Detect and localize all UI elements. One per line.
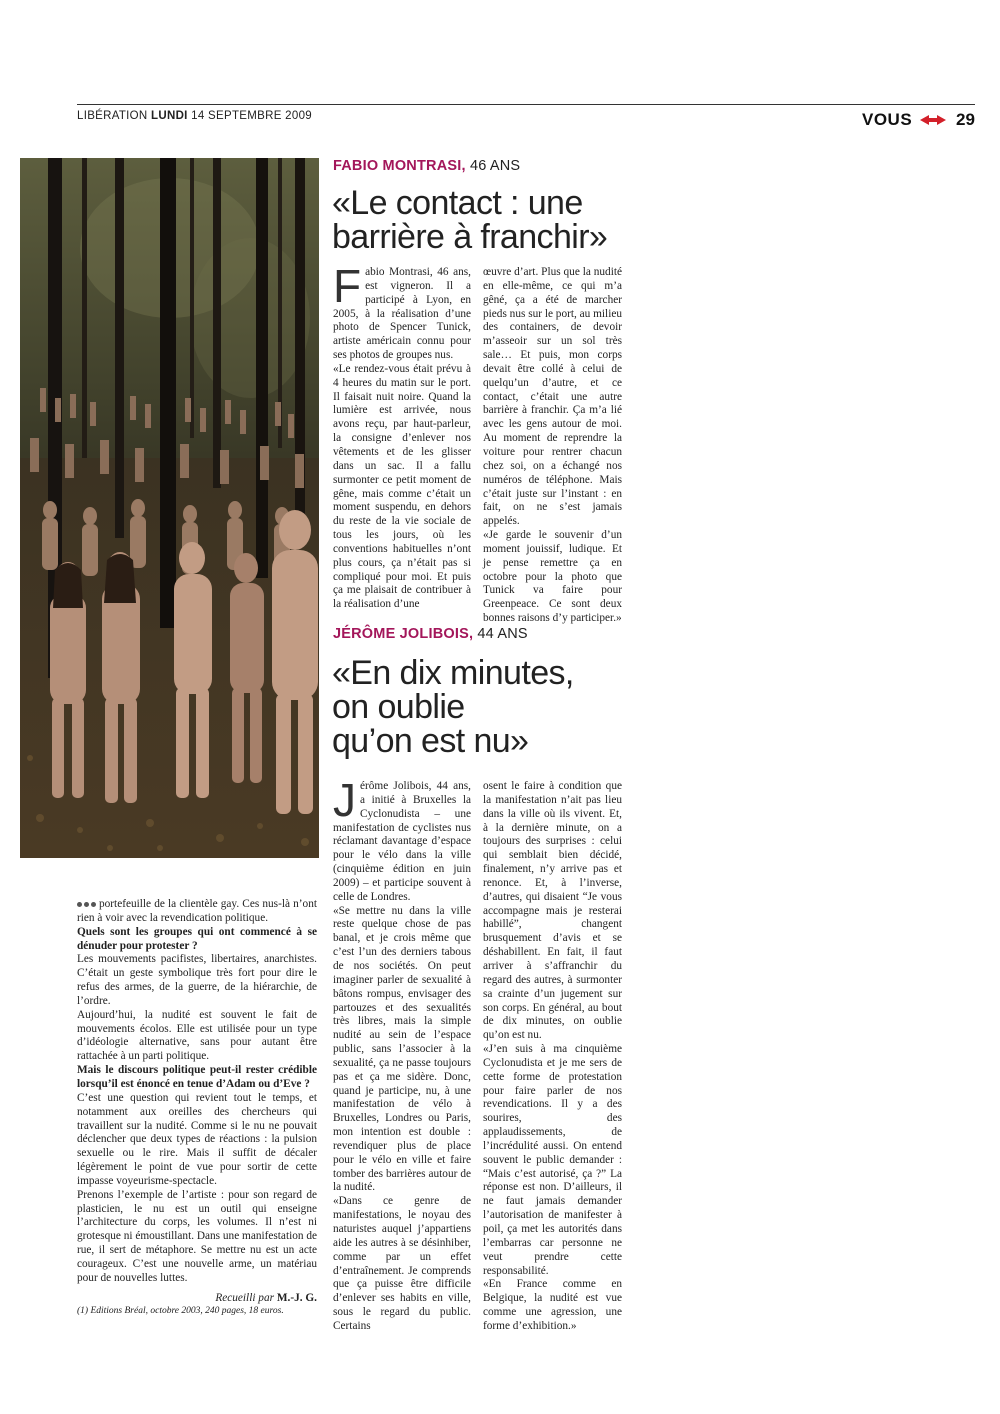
headline-line: on oublie (332, 688, 465, 726)
headline-line: «Le contact : une (332, 184, 583, 222)
answer: Les mouvements pacifistes, libertaires, anarchistes. C’était un geste symbolique très fort pour dire le refus des armes, de la guerre, de la hiérarchie, de l’ordre. (77, 953, 317, 1007)
signature (77, 1292, 317, 1306)
article2-column2 (483, 780, 622, 1334)
paper-name: LIBÉRATION (77, 110, 148, 122)
paragraph: «Le rendez-vous était prévu à 4 heures du matin sur le port. Il faisait nuit noire. Quand la lumière est arrivée, nous avons reçu, par haut-parleur, la consigne d’enlever nos vêtements et de les glisser dans un sac. Il a fallu surmonter ce petit moment de gêne, mais comme c’était un moment suspendu, en dehors du reste de la vie sociale de tous les jours, où les conventions habituelles n’ont plus cours, ça n’était pas si compliqué pour moi. Et puis ça me plaisait de contribuer à la réalisation d’une (333, 362, 471, 611)
byline-fabio (333, 158, 520, 174)
headline-line: barrière à franchir» (332, 218, 608, 256)
signature-name: M.-J. G. (276, 1291, 317, 1304)
masthead (77, 110, 312, 122)
article2-column1 (333, 774, 471, 1334)
byline-jerome (333, 626, 528, 642)
dropcap: J (333, 774, 356, 826)
paragraph: portefeuille de la clientèle gay. Ces nus-là n’ont rien à voir avec la revendication politique. (77, 898, 317, 924)
section-arrow-icon (920, 114, 946, 126)
header-rule (77, 104, 975, 105)
dropcap: F (333, 260, 362, 312)
section-label: VOUS (862, 110, 913, 129)
continuation-dots-icon (77, 898, 99, 912)
signature-prefix: Recueilli par (215, 1291, 274, 1304)
paragraph: «Se mettre nu dans la ville reste quelque chose de pas banal, et je crois même que c’est l’un des derniers tabous de nos sociétés. On peut imaginer parler de sexualité à bâtons rompus, envisager des partouzes et des sexualités très libres, mais la simple nudité au sein de l’espace public, sans l’associer à la sexualité, ça ne passe toujours pas et ça me sidère. Donc, quand je participe, nu, à une manifestation de vélo à Bruxelles, Londres ou Paris, mon intention est double : revendiquer plus de place pour le vélo en ville et faire tomber des barrières autour de la nudité. (333, 904, 471, 1194)
paragraph: «Je garde le souvenir d’un moment jouissif, ludique. Et je pense remettre ça en octobre pour la photo que Tunick va faire pour Greenpeace. Ce sont deux bonnes raisons d’y participer.» (483, 529, 622, 625)
answer: C’est une question qui revient tout le temps, et notamment aux oreilles des chercheurs qui travaillent sur la nudité. Comme si le nu ne pouvait déclencher que deux types de réactions : la pulsion sexuelle ou le rire. Mais il suffit de décaler légèrement le point de vue pour sortir de cette impasse voyeurisme-spectacle. (77, 1091, 317, 1187)
headline-line: «En dix minutes, (332, 654, 574, 692)
forest-nude-group-photo (20, 158, 319, 858)
byline-name: FABIO MONTRASI, (333, 158, 466, 174)
headline-jerome (332, 656, 574, 758)
byline-age: 46 ANS (469, 158, 521, 174)
issue-day: LUNDI (151, 110, 188, 122)
question: Mais le discours politique peut-il rester crédible lorsqu’il est énoncé en tenue d’Adam ou d’Eve ? (77, 1064, 317, 1090)
photo-illustration (20, 158, 319, 858)
paragraph: érôme Jolibois, 44 ans, a initié à Bruxelles la Cyclonudista – une manifestation de cyclistes nus réclamant davantage d’espace pour le vélo dans la ville (cinquième édition en juin 2009) – et participe souvent à celle de Londres. (333, 780, 471, 903)
page-number: 29 (956, 110, 975, 129)
article1-column2 (483, 266, 622, 626)
answer: Aujourd’hui, la nudité est souvent le fait de mouvements écolos. Elle est utilisée pour un type d’idéologie alternative, sans pour autant être rattachée à un parti politique. (77, 1008, 317, 1063)
paragraph: «Dans ce genre de manifestations, le noyau des naturistes auquel j’appartiens aide les autres à se désinhiber, comme par un effet d’entraînement. Je comprends que ça puisse être difficile d’enlever ses habits en ville, sous le regard du public. Certains (333, 1195, 471, 1332)
paragraph: abio Montrasi, 46 ans, est vigneron. Il a participé à Lyon, en 2005, à la réalisation d’une photo de Spencer Tunick, artiste américain connu pour ses photos de groupes nus. (333, 266, 471, 362)
paragraph: «J’en suis à ma cinquième Cyclonudista et je me sers de cette forme de protestation pour faire parler de nos revendications. Il y a des sourires, des applaudissements, de l’incrédulité aussi. On entend souvent le public demander : “Mais c’est autorisé, ça ?” La réponse est non. D’ailleurs, il ne faut jamais demander l’autorisation de manifester à poil, ça met les autorités dans l’embarras car personne ne veut prendre cette responsabilité. (483, 1043, 622, 1277)
byline-name: JÉRÔME JOLIBOIS, (333, 626, 474, 642)
headline-line: qu’on est nu» (332, 722, 529, 760)
paragraph: osent le faire à condition que la manifestation n’ait pas lieu dans la ville où ils vivent. Et, à la dernière minute, on a toujours des surprises : celui qui semblait bien décidé, finalement, n’y arrive pas et renonce. Et, à l’inverse, d’autres, qui disaient “Je vous accompagne mais je resterai habillé”, changent brusquement d’avis et se déshabillent. En fait, il faut arriver à s’affranchir du regard des autres, à surmonter sa crainte d’un jugement sur son corps. En général, au bout de dix minutes, on oublie qu’on est nu. (483, 780, 622, 1042)
footnote: (1) Editions Bréal, octobre 2003, 240 pages, 18 euros. (77, 1306, 284, 1317)
question: Quels sont les groupes qui ont commencé à se dénuder pour protester ? (77, 925, 317, 952)
byline-age: 44 ANS (477, 626, 528, 642)
article1-column1 (333, 260, 471, 612)
interview-column (77, 898, 317, 1317)
answer: Prenons l’exemple de l’artiste : pour son regard de plasticien, le nu est un outil qui enseigne l’architecture du corps, les volumes. Il n’est ni grotesque ni émoustillant. Dans une manifestation de rue, il sert de métaphore. Se mettre nu est un acte courageux. C’est une nouvelle arme, un matériau pour de nouvelles luttes. (77, 1188, 318, 1284)
paragraph: «En France comme en Belgique, la nudité est vue comme une agression, une forme d’exhibition.» (483, 1278, 622, 1332)
paragraph: œuvre d’art. Plus que la nudité en elle-même, ce qui m’a gêné, ça a été de marcher pieds nus sur le port, au milieu des containers, de devoir m’asseoir sur un sol très sale… Et puis, mon corps devait être collé à celui de quelqu’un d’autre, et ce contact, c’était une autre barrière à franchir. Ça m’a lié avec les gens autour de moi. Au moment de reprendre la voiture pour rentrer chacun chez soi, on a échangé nos numéros de téléphone. Mais c’était juste sur l’instant : en fait, on ne s’est jamais appelés. (483, 266, 622, 528)
issue-date: 14 SEPTEMBRE 2009 (191, 110, 312, 122)
headline-fabio (332, 186, 607, 254)
